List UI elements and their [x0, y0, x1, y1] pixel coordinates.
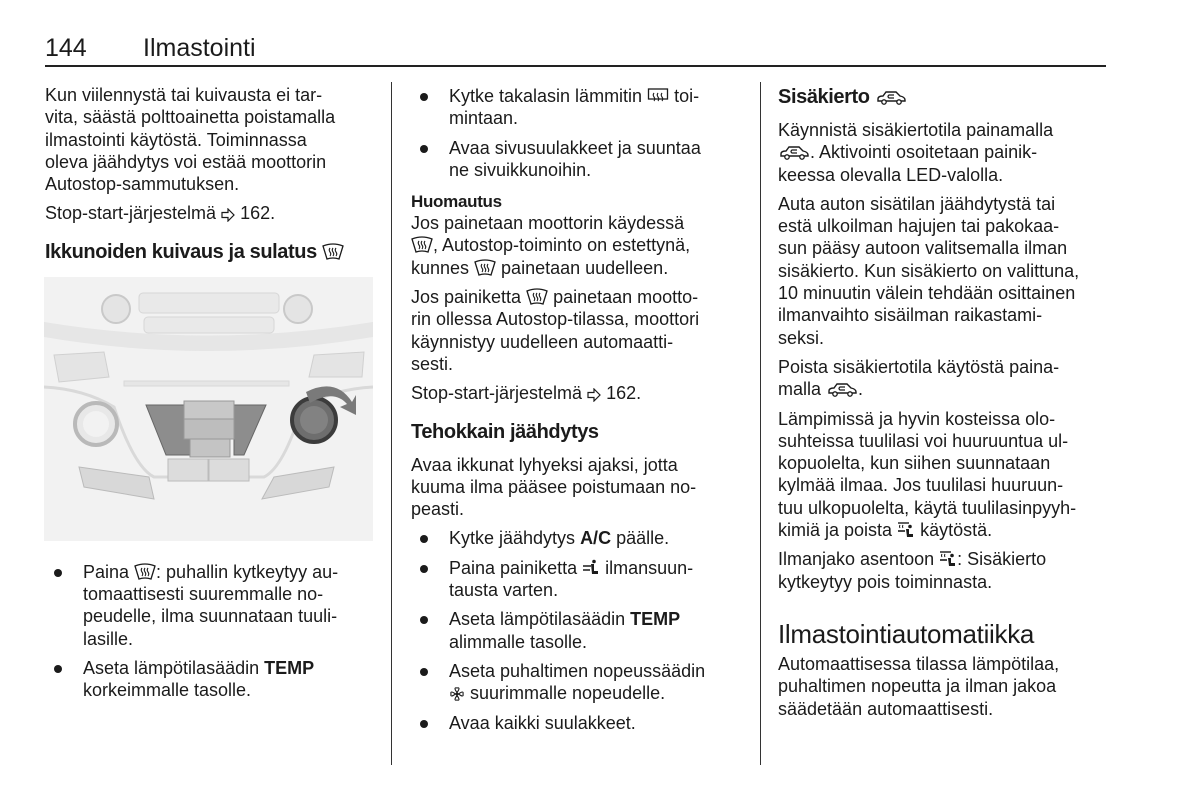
text-line: [778, 675, 1118, 697]
text: sun pääsy autoon valitsemalla ilman: [778, 238, 1068, 259]
text: Kytke jäähdytys: [449, 528, 581, 549]
text: estä ulkoilman hajujen tai pakokaa-: [778, 216, 1060, 237]
text-line: [45, 129, 375, 151]
text: seksi.: [778, 327, 825, 348]
text: Stop-start-järjestelmä: [45, 203, 222, 224]
text: kopuolelta, kun siihen suunnataan: [778, 453, 1051, 474]
text: painetaan mootto-: [548, 287, 699, 308]
text: Automaattisessa tilassa lämpötilaa,: [778, 653, 1060, 674]
text: painetaan uudelleen.: [496, 257, 669, 278]
text: vita, säästä polttoainetta poistamalla: [45, 107, 336, 128]
text-line: [778, 215, 1118, 237]
text-line: [778, 164, 1118, 186]
section-heading: [778, 85, 1118, 109]
bullet-item: [45, 561, 375, 650]
text-line: [778, 571, 1118, 593]
air-distribution-windshield-icon: [897, 521, 915, 539]
text-line: [411, 331, 751, 353]
text-line: [778, 193, 1118, 215]
text-line: [449, 107, 751, 129]
reference-arrow-icon: [221, 208, 235, 222]
text: suurimmalle nopeudelle.: [465, 683, 666, 704]
bullet-item: [411, 137, 751, 182]
text: Avaa kaikki suulakkeet.: [449, 712, 636, 733]
text-line: [45, 202, 375, 224]
text: käynnistyy uudelleen automaatti-: [411, 331, 674, 352]
text-line: [83, 605, 375, 627]
text: suhteissa tuulilasi voi huuruuntua ul-: [778, 430, 1069, 451]
fan-icon: [449, 686, 465, 702]
text: Avaa ikkunat lyhyeksi ajaksi, jotta: [411, 454, 678, 475]
paragraph: [778, 548, 1118, 593]
text-line: [449, 85, 751, 107]
text: lasille.: [83, 628, 134, 649]
text: alimmalle tasolle.: [449, 631, 588, 652]
text: Huomautus: [411, 192, 502, 212]
text-line: [83, 583, 375, 605]
text-line: [778, 430, 1118, 452]
paragraph: [778, 119, 1118, 186]
text: kytkeytyy pois toiminnasta.: [778, 571, 993, 592]
text-line: [45, 173, 375, 195]
text-line: [778, 327, 1118, 349]
text: keessa olevalla LED-valolla.: [778, 164, 1004, 185]
recirculation-icon: [826, 380, 858, 398]
text: ilmastointi käytöstä. Toiminnassa: [45, 129, 307, 150]
text: ilmansuun-: [600, 557, 694, 578]
windshield-defrost-icon: [474, 259, 496, 277]
column-middle: [411, 85, 751, 734]
bullet-dot: [54, 569, 62, 577]
text: .: [858, 379, 864, 400]
text-line: [449, 712, 751, 734]
section-heading: [411, 420, 751, 444]
text-line: [778, 141, 1118, 163]
bullet-dot: [420, 535, 428, 543]
text-line: [411, 382, 751, 404]
windshield-defrost-icon: [134, 563, 156, 581]
note-body: [411, 212, 751, 279]
text: Autostop-sammutuksen.: [45, 174, 240, 195]
text-line: [778, 237, 1118, 259]
text-line: [778, 378, 1118, 400]
text: : Sisäkierto: [957, 549, 1047, 570]
text: tuu ulkopuolelta, käytä tuulilasinpyyh-: [778, 497, 1077, 518]
text: peudelle, ilma suunnataan tuuli-: [83, 606, 338, 627]
text: Auta auton sisätilan jäähdytystä tai: [778, 193, 1056, 214]
bullet-dot: [420, 616, 428, 624]
text: Aseta lämpötilasäädin: [449, 609, 631, 630]
text: Käynnistä sisäkiertotila painamalla: [778, 120, 1054, 140]
column-divider: [391, 82, 392, 765]
text: Ilmastointiautomatiikka: [778, 618, 1035, 649]
text: puhaltimen nopeutta ja ilman jakoa: [778, 676, 1057, 697]
climate-control-panel-illustration: [44, 277, 373, 541]
paragraph: [411, 382, 751, 404]
rear-window-heater-icon: [647, 87, 669, 105]
text: käytöstä.: [915, 520, 993, 541]
text: malla: [778, 379, 827, 400]
text-line: [45, 240, 375, 264]
text: päälle.: [611, 528, 670, 549]
section-heading: [45, 240, 375, 264]
text-line: [449, 682, 751, 704]
reference-arrow-icon: [587, 388, 601, 402]
text: tausta varten.: [449, 580, 559, 601]
text: Jos painiketta: [411, 287, 527, 308]
text: Jos painetaan moottorin käydessä: [411, 213, 685, 234]
text: Avaa sivusuulakkeet ja suuntaa: [449, 137, 701, 158]
text-line: [778, 304, 1118, 326]
text-line: [83, 679, 375, 701]
text: Kun viilennystä tai kuivausta ei tar-: [45, 85, 323, 105]
text-line: [449, 608, 751, 630]
text: kuuma ilma pääsee poistumaan no-: [411, 476, 697, 497]
text-line: [449, 660, 751, 682]
bullet-item: [411, 712, 751, 734]
text-line: [778, 408, 1118, 430]
text: . Aktivointi osoitetaan painik-: [810, 142, 1038, 163]
bullet-dot: [54, 665, 62, 673]
text-line: [83, 628, 375, 650]
text: : puhallin kytkeytyy au-: [156, 561, 339, 582]
text-line: [45, 106, 375, 128]
bullet-item: [411, 557, 751, 602]
windshield-defrost-icon: [322, 243, 344, 261]
column-left: [45, 84, 375, 702]
text: sesti.: [411, 353, 454, 374]
bullet-item: [411, 85, 751, 130]
text: Sisäkierto: [778, 86, 875, 108]
text: säädetään automaattisesti.: [778, 698, 994, 719]
column-right: [778, 85, 1118, 720]
text: , Autostop-toiminto on estettynä,: [433, 235, 691, 256]
text: 162.: [601, 383, 642, 404]
control-label: TEMP: [630, 609, 681, 630]
paragraph: [411, 454, 751, 521]
text-line: [778, 452, 1118, 474]
text: Aseta lämpötilasäädin: [83, 657, 265, 678]
windshield-defrost-icon: [526, 288, 548, 306]
text-line: [778, 619, 1118, 649]
text: mintaan.: [449, 108, 519, 129]
text: 10 minuutin välein tehdään osittainen: [778, 283, 1076, 304]
text-line: [778, 474, 1118, 496]
bullet-dot: [420, 668, 428, 676]
recirculation-icon: [875, 88, 907, 106]
text-line: [778, 519, 1118, 541]
text: peasti.: [411, 499, 465, 520]
text-line: [449, 137, 751, 159]
text-line: [411, 353, 751, 375]
paragraph: [778, 356, 1118, 401]
bullet-dot: [420, 565, 428, 573]
text-line: [83, 561, 375, 583]
bullet-dot: [420, 93, 428, 101]
text-line: [411, 212, 751, 234]
text-line: [411, 192, 751, 212]
text-line: [778, 85, 1118, 109]
bullet-item: [45, 657, 375, 702]
figure: [44, 277, 373, 541]
paragraph: [778, 408, 1118, 542]
text-line: [411, 454, 751, 476]
text-line: [411, 420, 751, 444]
text: kimiä ja poista: [778, 520, 898, 541]
text-line: [778, 653, 1118, 675]
text-line: [45, 84, 375, 106]
paragraph: [778, 193, 1118, 349]
text-line: [411, 286, 751, 308]
text-line: [778, 698, 1118, 720]
text-line: [411, 308, 751, 330]
text: ne sivuikkunoihin.: [449, 159, 592, 180]
text-line: [778, 548, 1118, 570]
header-rule: [45, 65, 1106, 67]
bullet-item: [411, 660, 751, 705]
control-label: TEMP: [264, 657, 315, 678]
text-line: [778, 119, 1118, 141]
text: toi-: [669, 86, 700, 106]
text-line: [411, 476, 751, 498]
text: Paina painiketta: [449, 557, 583, 578]
text: ilmanvaihto sisäilman raikastami-: [778, 305, 1043, 326]
paragraph: [45, 202, 375, 224]
text: 162.: [235, 203, 276, 224]
text-line: [449, 527, 751, 549]
text-line: [449, 579, 751, 601]
column-divider: [760, 82, 761, 765]
paragraph: [411, 286, 751, 375]
text-line: [411, 257, 751, 279]
text-line: [411, 234, 751, 256]
text: kunnes: [411, 257, 475, 278]
page-number: 144: [45, 34, 87, 62]
text: Tehokkain jäähdytys: [411, 420, 599, 443]
air-distribution-windshield-icon: [939, 550, 957, 568]
text-line: [83, 657, 375, 679]
control-label: A/C: [580, 528, 612, 549]
text: tomaattisesti suuremmalle no-: [83, 584, 324, 605]
text: Kytke takalasin lämmitin: [449, 86, 648, 106]
text: Paina: [83, 561, 135, 582]
text-line: [449, 631, 751, 653]
bullet-dot: [420, 720, 428, 728]
text: Stop-start-järjestelmä: [411, 383, 588, 404]
text: rin ollessa Autostop-tilassa, moottori: [411, 309, 700, 330]
text-line: [449, 557, 751, 579]
text-line: [411, 498, 751, 520]
text: Poista sisäkiertotila käytöstä paina-: [778, 356, 1060, 377]
text-line: [778, 497, 1118, 519]
text: Aseta puhaltimen nopeussäädin: [449, 660, 706, 681]
text: oleva jäähdytys voi estää moottorin: [45, 151, 327, 172]
text-line: [778, 260, 1118, 282]
bullet-dot: [420, 145, 428, 153]
windshield-defrost-icon: [411, 236, 433, 254]
section-title: Ilmastointi: [143, 34, 256, 62]
text: kylmää ilmaa. Jos tuulilasi huuruun-: [778, 475, 1064, 496]
text-line: [449, 159, 751, 181]
bullet-item: [411, 608, 751, 653]
text: Lämpimissä ja hyvin kosteissa olo-: [778, 408, 1056, 429]
chapter-heading: [778, 619, 1118, 649]
text: sisäkierto. Kun sisäkierto on valittuna,: [778, 260, 1080, 281]
text-line: [778, 356, 1118, 378]
note-title: [411, 192, 751, 212]
air-distribution-body-icon: [582, 559, 600, 577]
paragraph: [45, 84, 375, 195]
text: Ikkunoiden kuivaus ja sulatus: [45, 240, 322, 263]
text-line: [45, 151, 375, 173]
text-line: [778, 282, 1118, 304]
text: korkeimmalle tasolle.: [83, 680, 252, 701]
paragraph: [778, 653, 1118, 720]
recirculation-icon: [778, 143, 810, 161]
bullet-item: [411, 527, 751, 549]
text: Ilmanjako asentoon: [778, 549, 940, 570]
